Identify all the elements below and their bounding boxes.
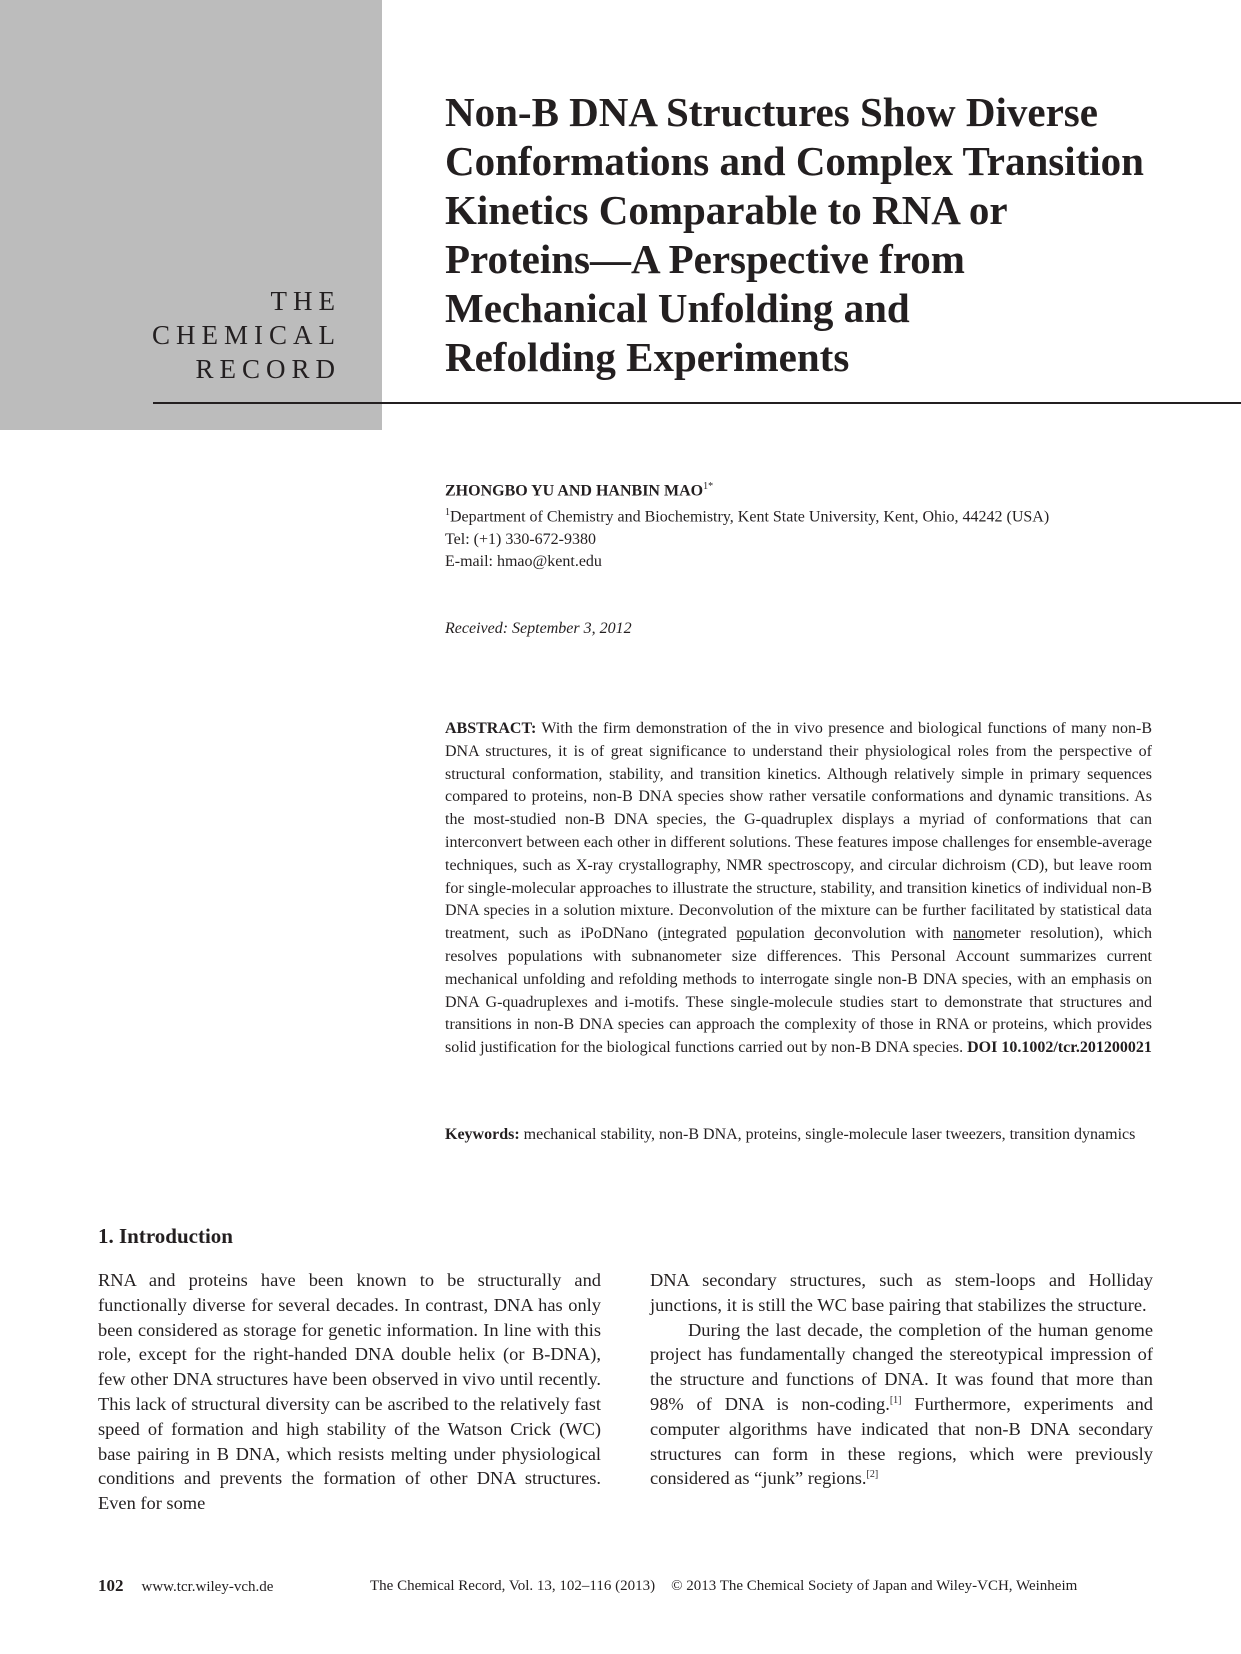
author-block: [445, 476, 1165, 573]
title-line: Non-B DNA Structures Show Diverse: [445, 89, 1098, 135]
author-affiliation: $^1$Department of Chemistry and Biochemistry, Kent State University, Kent, Ohio, 44242 (USA): [445, 507, 1050, 526]
footer-citation: The Chemical Record, Vol. 13, 102–116 (2013) © 2013 The Chemical Society of Japan and Wiley-VCH, Weinheim: [370, 1578, 1078, 1594]
body-paragraph: RNA and proteins have been known to be structurally and functionally diverse for several decades. In contrast, DNA has only been considered as storage for genetic information. In line with this role, except for the right-handed DNA double helix (or B-DNA), few other DNA structures have been observed in vivo until recently. This lack of structural diversity can be ascribed to the relatively fast speed of formation and high stability of the Watson Crick (WC) base pairing in B DNA, which resists melting under physiological conditions and prevents the formation of other DNA structures. Even for some: [98, 1270, 601, 1514]
section-heading: 1. Introduction: [98, 1224, 233, 1248]
journal-logo-line: THE: [270, 286, 341, 316]
body-column-right: [650, 1268, 1153, 1491]
abstract-label: ABSTRACT:: [445, 720, 537, 737]
page-number: 102: [98, 1576, 124, 1595]
keywords: [445, 1124, 1152, 1147]
page-footer: [98, 1574, 1151, 1598]
header-divider: [153, 402, 1241, 404]
footer-copyright: © 2013 The Chemical Society of Japan and Wiley-VCH, Weinheim: [671, 1578, 1078, 1594]
article-title: [445, 88, 1225, 382]
title-line: Conformations and Complex Transition: [445, 138, 1144, 184]
abstract: ABSTRACT: With the firm demonstration of the in vivo presence and biological functions of many non-B DNA structures, it is of great significance to understand their physiological roles from the perspective of structural conformation, stability, and transition kinetics. Although relatively simple in primary sequences compared to proteins, non-B DNA species show rather versatile conformations and dynamic transitions. As the most-studied non-B DNA species, the G-quadruplex displays a myriad of conformations that can interconvert between each other in different solutions. These features impose challenges for ensemble-average techniques, such as X-ray crystallography, NMR spectroscopy, and circular dichroism (CD), but leave room for single-molecular approaches to illustrate the structure, stability, and transition kinetics of individual non-B DNA species in a solution mixture. Deconvolution of the mixture can be further facilitated by statistical data treatment, such as iPoDNano (integrated population deconvolution with nanometer resolution), which resolves populations with subnanometer size differences. This Personal Account summarizes current mechanical unfolding and refolding methods to interrogate single non-B DNA species, with an emphasis on DNA G-quadruplexes and i-motifs. These single-molecule studies start to demonstrate that structures and transitions in non-B DNA species can approach the complexity of those in RNA or proteins, which provides solid justification for the biological functions carried out by non-B DNA species. DOI 10.1002/tcr.201200021: [445, 720, 1153, 1057]
body-column-left: [98, 1268, 601, 1516]
title-line: Refolding Experiments: [445, 334, 850, 380]
keywords-text: mechanical stability, non-B DNA, proteins, single-molecule laser tweezers, transition dynamics: [523, 1126, 1136, 1143]
body-paragraph: DNA secondary structures, such as stem-loops and Holliday junctions, it is still the WC base pairing that stabilizes the structure.: [650, 1270, 1153, 1315]
journal-logo: [41, 284, 341, 386]
title-line: Kinetics Comparable to RNA or: [445, 187, 1008, 233]
journal-logo-line: RECORD: [195, 354, 341, 384]
author-names: ZHONGBO YU AND HANBIN $MAO^{1*}$: [445, 481, 714, 500]
footer-website: www.tcr.wiley-vch.de: [141, 1579, 274, 1595]
doi: DOI 10.1002/tcr.201200021: [967, 1039, 1152, 1057]
author-email: E-mail: hmao@kent.edu: [445, 552, 602, 570]
keywords-label: Keywords:: [445, 1126, 520, 1143]
author-telephone: Tel: (+1) 330-672-9380: [445, 530, 596, 548]
title-line: Proteins—A Perspective from: [445, 236, 965, 282]
reference-marker: [2]: [866, 1469, 879, 1481]
received-date: Received: September 3, 2012: [445, 620, 632, 637]
body-paragraph: During the last decade, the completion of the human genome project has fundamentally changed the stereotypical impression of the structure and functions of DNA. It was found that more than 98% of DNA is non-coding.[1] Furthermore, experiments and computer algorithms have indicated that non-B DNA secondary structures can form in these regions, which were previously considered as “junk” regions.[2]: [650, 1319, 1153, 1489]
journal-logo-line: CHEMICAL: [152, 320, 341, 350]
title-line: Mechanical Unfolding and: [445, 285, 910, 331]
reference-marker: [1]: [889, 1394, 902, 1406]
